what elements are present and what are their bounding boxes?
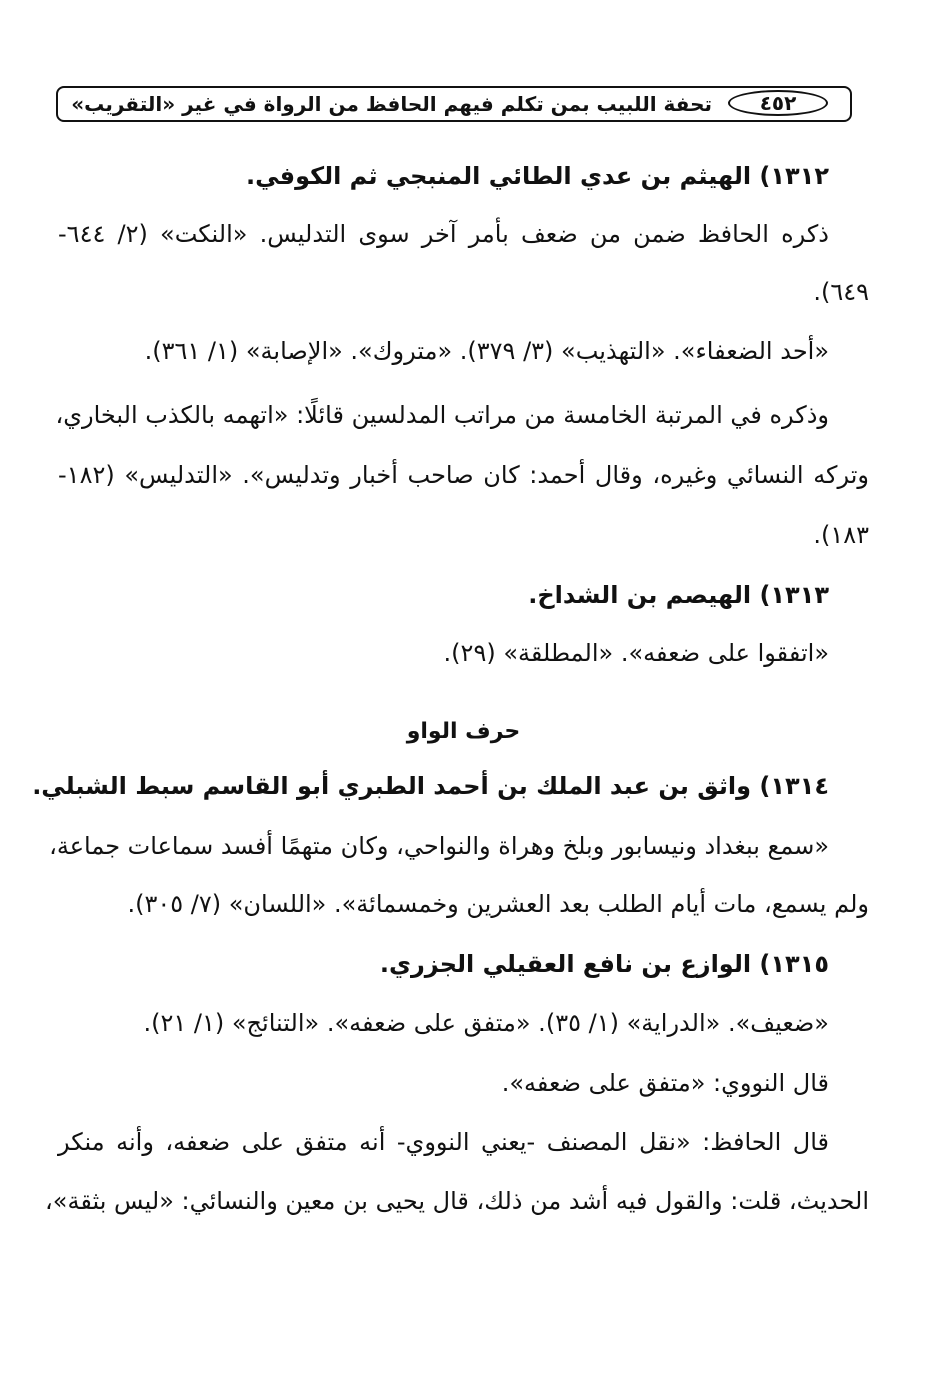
section-heading: حرف الواو (406, 719, 521, 744)
text-line: قال الحافظ: «نقل المصنف -يعني النووي- أنه متفق على ضعفه، وأنه منكر (58, 1128, 829, 1156)
text-line: وتركه النسائي وغيره، وقال أحمد: كان صاحب أخبار وتدليس». «التدليس» (١٨٢- (58, 461, 869, 489)
text-line: «ضعيف». «الدراية» (١/ ٣٥). «متفق على ضعفه». «التنائج» (١/ ٢١). (143, 1009, 829, 1037)
text-line: ذكره الحافظ ضمن من ضعف بأمر آخر سوى التدليس. «النكت» (٢/ ٦٤٤- (58, 220, 829, 248)
entry-heading-1314: ١٣١٤) واثق بن عبد الملك بن أحمد الطبري أبو القاسم سبط الشبلي. (32, 772, 829, 800)
text-line: قال النووي: «متفق على ضعفه». (501, 1069, 829, 1097)
entry-heading-1315: ١٣١٥) الوازع بن نافع العقيلي الجزري. (379, 950, 829, 978)
text-line: وذكره في المرتبة الخامسة من مراتب المدلسين قائلًا: «اتهمه بالكذب البخاري، (55, 401, 829, 429)
entry-heading-1313: ١٣١٣) الهيصم بن الشداخ. (528, 581, 829, 609)
page-header (56, 86, 852, 122)
text-line: ولم يسمع، مات أيام الطلب بعد العشرين وخمسمائة». «اللسان» (٧/ ٣٠٥). (127, 890, 869, 918)
entry-heading-1312: ١٣١٢) الهيثم بن عدي الطائي المنبجي ثم الكوفي. (245, 162, 829, 190)
text-line: «اتفقوا على ضعفه». «المطلقة» (٢٩). (443, 639, 829, 667)
text-line: الحديث، قلت: والقول فيه أشد من ذلك، قال يحيى بن معين والنسائي: «ليس بثقة»، (45, 1187, 869, 1215)
text-line: «أحد الضعفاء». «التهذيب» (٣/ ٣٧٩). «متروك». «الإصابة» (١/ ٣٦١). (144, 337, 829, 365)
text-line: ٦٤٩). (813, 278, 869, 306)
text-line: ١٨٣). (813, 521, 869, 549)
text-line: «سمع ببغداد ونيسابور وبلخ وهراة والنواحي، وكان متهمًا أفسد سماعات جماعة، (49, 832, 829, 860)
page-number: ٤٥٢ (728, 90, 828, 116)
book-title: تحفة اللبيب بمن تكلم فيهم الحافظ من الرواة في غير «التقريب» (71, 92, 712, 116)
